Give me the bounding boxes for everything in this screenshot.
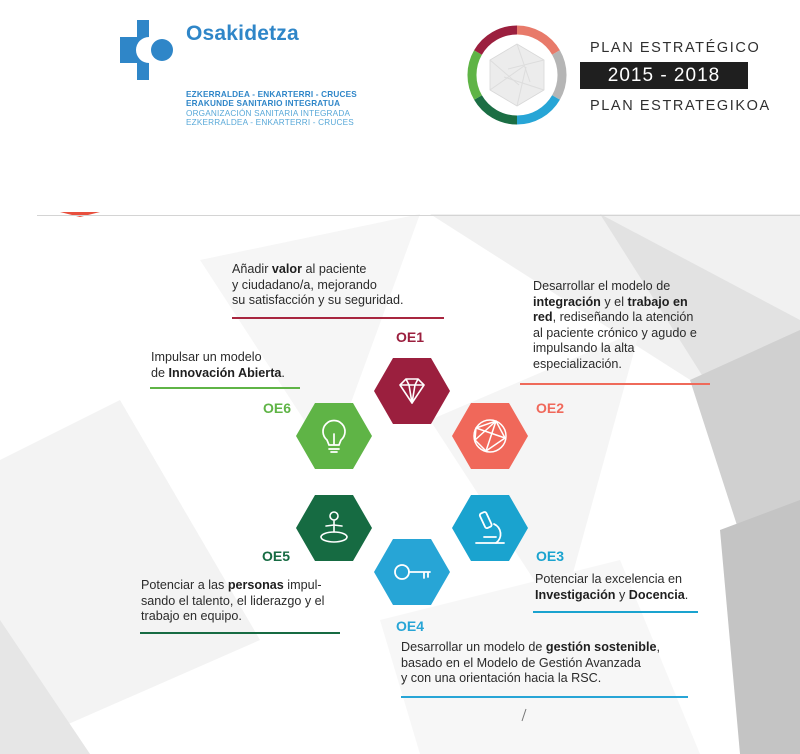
oe2-hexagon <box>452 403 528 469</box>
objectives-hexagon-diagram <box>290 350 540 610</box>
brand-name: Osakidetza <box>186 22 299 45</box>
oe2-text-segment: especialización. <box>533 356 622 371</box>
oe2-description <box>533 279 743 373</box>
oe6-text-segment: Impulsar un modelo <box>151 350 262 364</box>
oe2-underline <box>520 383 710 385</box>
plan-title-eu: PLAN ESTRATEGIKOA <box>590 98 771 114</box>
oe3-text-segment: Docencia <box>628 587 685 602</box>
pen-mark <box>520 708 528 722</box>
oe6-underline <box>150 387 300 389</box>
oe3-description <box>535 572 735 603</box>
oe5-text-segment: trabajo en equipo. <box>141 609 242 624</box>
divider <box>37 215 800 216</box>
oe3-text-segment: Investigación <box>535 587 616 602</box>
oe1-text-segment: valor <box>271 262 303 276</box>
oe6-label: OE6 <box>263 400 292 416</box>
oe1-text-segment: Añadir <box>232 262 272 276</box>
oe6-text-segment: Innovación Abierta <box>168 365 282 380</box>
plan-title-es: PLAN ESTRATÉGICO <box>590 40 761 56</box>
oe4-text-segment: y con una orientación hacia la RSC. <box>401 671 602 686</box>
oe1-text-segment: y ciudadano/a, mejorando <box>232 277 377 292</box>
oe2-text-segment: y el <box>600 294 628 309</box>
oe5-text-segment: sando el talento, el liderazgo y el <box>141 593 325 608</box>
oe2-label: OE2 <box>536 400 565 416</box>
oe1-label: OE1 <box>396 329 425 345</box>
oe1-text-segment: al paciente <box>302 262 367 276</box>
strategic-plan-ring-icon <box>464 22 570 128</box>
oe4-description <box>401 640 701 687</box>
oe4-text-segment: basado en el Modelo de Gestión Avanzada <box>401 655 641 670</box>
oe3-text-segment: Potenciar la excelencia en <box>535 572 683 586</box>
oe4-text-segment: gestión sostenible <box>545 640 657 654</box>
org-line-1: EZKERRALDEA - ENKARTERRI - CRUCES <box>186 90 357 99</box>
oe3-underline <box>533 611 698 613</box>
oe1-description <box>232 262 442 309</box>
oe6-text-segment: de <box>151 365 169 380</box>
oe4-underline <box>401 696 688 698</box>
oe1-text-segment: su satisfacción y su seguridad. <box>232 293 404 308</box>
oe2-text-segment: , rediseñando la atención <box>552 310 694 325</box>
oe2-text-segment: red <box>533 310 553 325</box>
oe2-text-segment: integración <box>533 294 601 309</box>
oe4-hexagon <box>374 539 450 605</box>
oe2-text-segment: impulsando la alta <box>533 341 635 356</box>
oe3-text-segment: . <box>684 587 689 602</box>
osakidetza-logo-icon <box>120 20 180 80</box>
org-line-3: ORGANIZACIÓN SANITARIA INTEGRADA <box>186 109 351 118</box>
oe3-text-segment: y <box>615 587 629 602</box>
oe4-text-segment: Desarrollar un modelo de <box>401 640 546 654</box>
oe1-underline <box>232 317 444 319</box>
oe5-text-segment: Potenciar a las <box>141 578 228 592</box>
oe5-underline <box>140 632 340 634</box>
oe2-text-segment: trabajo en <box>627 294 688 309</box>
oe5-text-segment: impul- <box>283 578 322 592</box>
oe4-text-segment: , <box>656 640 660 654</box>
oe3-label: OE3 <box>536 548 565 564</box>
oe6-hexagon <box>296 403 372 469</box>
plan-years-badge: 2015 - 2018 <box>580 62 748 89</box>
oe2-text-segment: al paciente crónico y agudo e <box>533 325 697 340</box>
org-line-2: ERAKUNDE SANITARIO INTEGRATUA <box>186 99 341 108</box>
oe1-hexagon <box>374 358 450 424</box>
oe3-hexagon <box>452 495 528 561</box>
oe5-text-segment: personas <box>227 578 284 592</box>
oe4-label: OE4 <box>396 618 425 634</box>
oe5-hexagon <box>296 495 372 561</box>
oe2-text-segment: Desarrollar el modelo de <box>533 279 671 293</box>
org-line-4: EZKERRALDEA - ENKARTERRI - CRUCES <box>186 118 354 127</box>
oe5-label: OE5 <box>262 548 291 564</box>
oe6-text-segment: . <box>281 365 285 380</box>
